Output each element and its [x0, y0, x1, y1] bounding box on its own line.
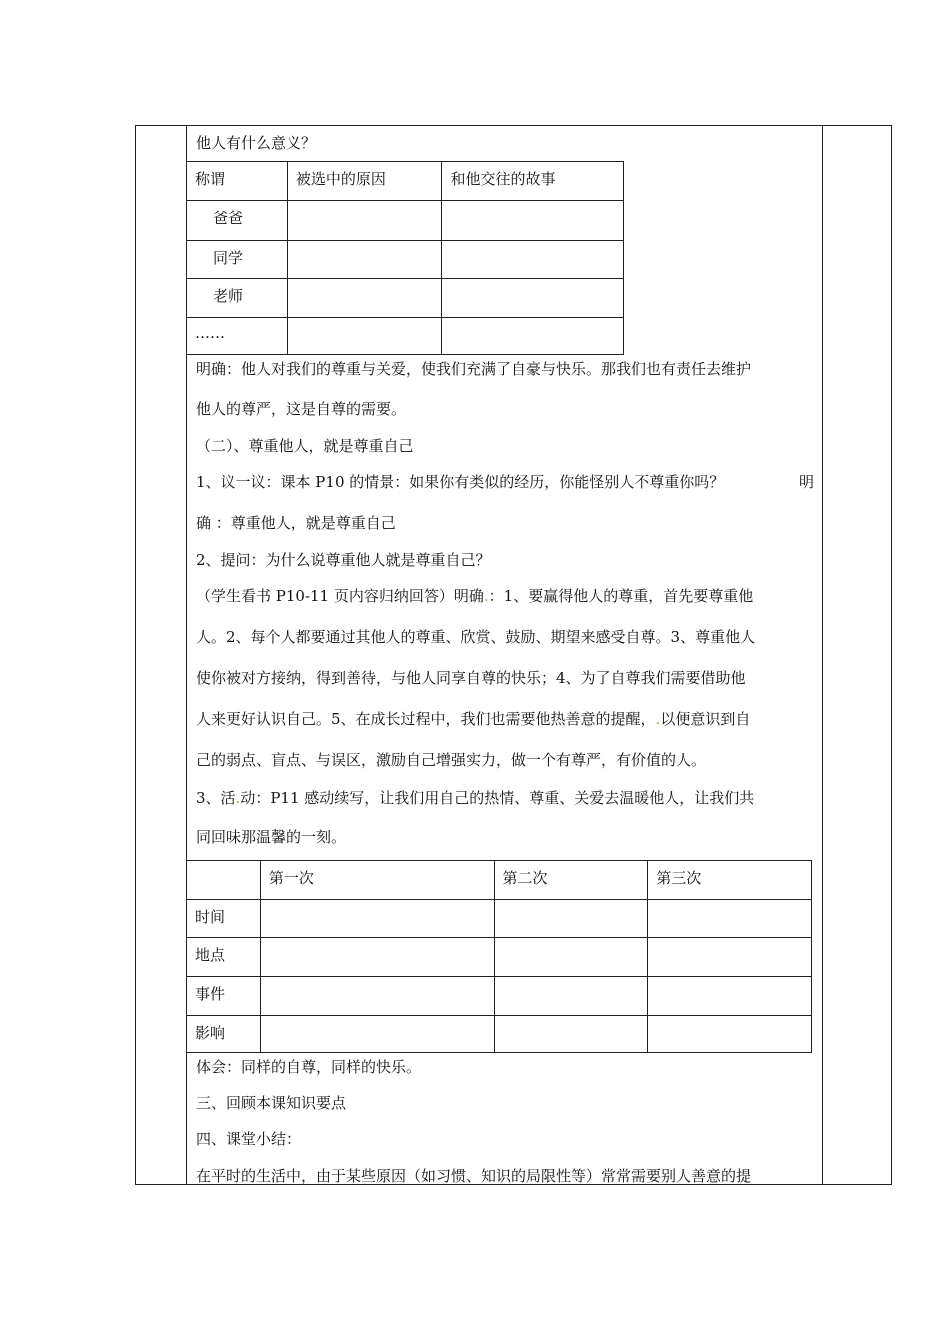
text-line: 己的弱点、盲点、与误区，激励自己增强实力，做一个有尊严，有价值的人。 [196, 751, 707, 769]
table-header-cell: 称谓 [187, 162, 288, 201]
table-cell: 老师 [187, 279, 288, 318]
table-header-row [187, 861, 812, 900]
table-header-cell: 第一次 [260, 861, 494, 900]
text-line: 人来更好认识自己。5、在成长过程中，我们也需要他热善意的提醒，.以便意识到自 [196, 710, 751, 728]
table-cell: 地点 [187, 938, 261, 977]
text-line: 他人的尊严，这是自尊的需要。 [196, 400, 407, 418]
column-divider-right [822, 126, 823, 1184]
section-heading: 四、课堂小结： [196, 1130, 302, 1148]
table-header-cell: 被选中的原因 [287, 162, 442, 201]
activity-table [186, 860, 812, 1053]
table-row [187, 201, 624, 241]
table-cell: 同学 [187, 241, 288, 279]
section-heading: （二）、尊重他人，就是尊重自己 [196, 437, 414, 455]
text-segment: 1、议一议：课本 P10 的情景：如果你有类似的经历，你能怪别人不尊重你吗？ [196, 473, 725, 491]
text-segment: 以便意识到自 [660, 710, 751, 728]
table-row [187, 900, 812, 938]
text-line: 人。2、每个人都要通过其他人的尊重、欣赏、鼓励、期望来感受自尊。3、尊重他人 [196, 628, 756, 646]
table-header-cell [187, 861, 261, 900]
table-row [187, 938, 812, 977]
table-row [187, 1016, 812, 1053]
table-cell: 影响 [187, 1016, 261, 1053]
text-segment: 人来更好认识自己。5、在成长过程中，我们也需要他热善意的提醒， [196, 710, 656, 728]
table-cell: 事件 [187, 977, 261, 1016]
table-cell: 爸爸 [187, 201, 288, 241]
table-header-cell: 第二次 [494, 861, 648, 900]
text-line: 使你被对方接纳，得到善待，与他人同享自尊的快乐；4、为了自尊我们需要借助他 [196, 669, 746, 687]
text-segment: 3、活 [196, 789, 236, 807]
table-cell: 时间 [187, 900, 261, 938]
text-line: 2、提问：为什么说尊重他人就是尊重自己？ [196, 551, 491, 569]
table-header-row [187, 162, 624, 201]
table-row [187, 977, 812, 1016]
table-header-cell: 第三次 [648, 861, 812, 900]
table-cell: …… [187, 318, 288, 355]
text-segment: ：1、要赢得他人的尊重，首先要尊重他 [488, 587, 754, 605]
table-row [187, 241, 624, 279]
text-line: 体会：同样的自尊，同样的快乐。 [196, 1058, 422, 1076]
text-line [196, 472, 814, 492]
text-line: 他人有什么意义？ [196, 134, 317, 152]
text-segment: 明 [798, 473, 814, 491]
text-line: 同回味那温馨的一刻。 [196, 828, 347, 846]
text-line: 确 ：尊重他人，就是尊重自己 [196, 514, 396, 532]
text-line: 在平时的生活中，由于某些原因（如习惯、知识的局限性等）常常需要别人善意的提 [196, 1167, 752, 1185]
text-line: （学生看书 P10-11 页内容归纳回答）明确.：1、要赢得他人的尊重，首先要尊重他 [196, 587, 754, 605]
text-line: 明确：他人对我们的尊重与关爱，使我们充满了自豪与快乐。那我们也有责任去维护 [196, 360, 752, 378]
table-row [187, 318, 624, 355]
text-segment: （学生看书 P10-11 页内容归纳回答）明确 [196, 587, 484, 605]
section-heading: 三、回顾本课知识要点 [196, 1094, 347, 1112]
role-table [186, 161, 624, 355]
text-line: 3、活.动：P11 感动续写，让我们用自己的热情、尊重、关爱去温暖他人，让我们共 [196, 789, 755, 807]
table-row [187, 279, 624, 318]
table-header-cell: 和他交往的故事 [442, 162, 624, 201]
text-segment: 动：P11 感动续写，让我们用自己的热情、尊重、关爱去温暖他人，让我们共 [240, 789, 755, 807]
